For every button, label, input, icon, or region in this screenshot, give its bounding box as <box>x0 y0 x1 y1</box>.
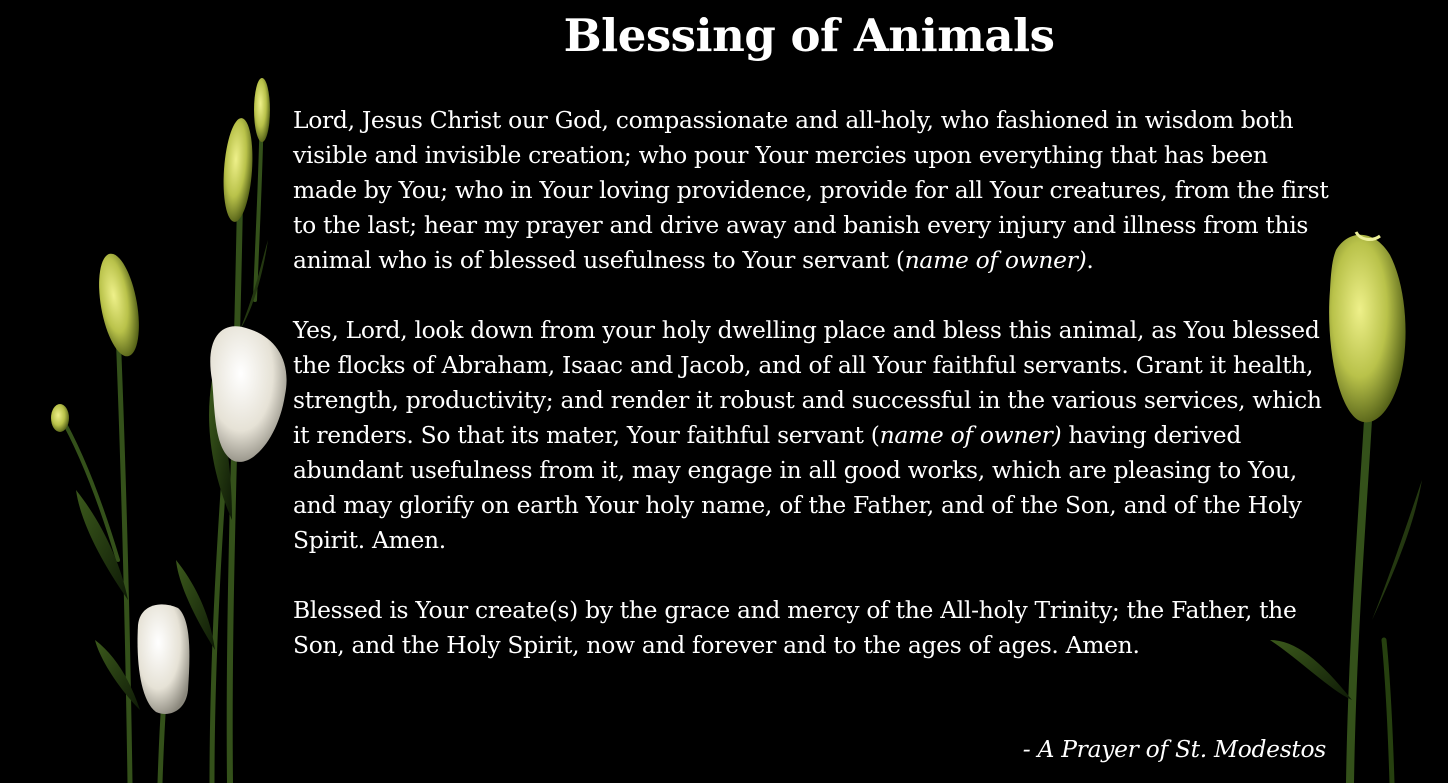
paragraph-text: having derived abundant usefulness from it, may engage in all good works, which are pleasing to You, and may glorify on earth Your holy name, of the Father, and of the Son, and of the Holy Spirit. Amen. <box>293 421 1302 554</box>
prayer-body <box>293 103 1333 663</box>
owner-name-placeholder: name of owner) <box>879 421 1062 449</box>
paragraph-text: Lord, Jesus Christ our God, compassionate and all-holy, who fashioned in wisdom both visible and invisible creation; who pour Your mercies upon everything that has been made by You; who in Your loving providence, provide for all Your creatures, from the first to the last; hear my prayer and drive away and banish every injury and illness from this animal who is of blessed usefulness to Your servant ( <box>293 106 1329 274</box>
paragraph-text: . <box>1086 246 1094 274</box>
prayer-paragraph-2 <box>293 313 1333 558</box>
prayer-paragraph-1 <box>293 103 1333 278</box>
prayer-paragraph-3: Blessed is Your create(s) by the grace and mercy of the All-holy Trinity; the Father, the Son, and the Holy Spirit, now and forever and to the ages of ages. Amen. <box>293 596 1297 659</box>
attribution: - A Prayer of St. Modestos <box>1022 735 1326 763</box>
owner-name-placeholder: name of owner) <box>904 246 1087 274</box>
page-title: Blessing of Animals <box>563 9 1055 62</box>
paragraph-text: Yes, Lord, look down from your holy dwelling place and bless this animal, as You blessed the flocks of Abraham, Isaac and Jacob, and of all Your faithful servants. Grant it health, strength, productivity; and render it robust and successful in the various services, which it renders. So that its mater, Your faithful servant ( <box>293 316 1322 449</box>
